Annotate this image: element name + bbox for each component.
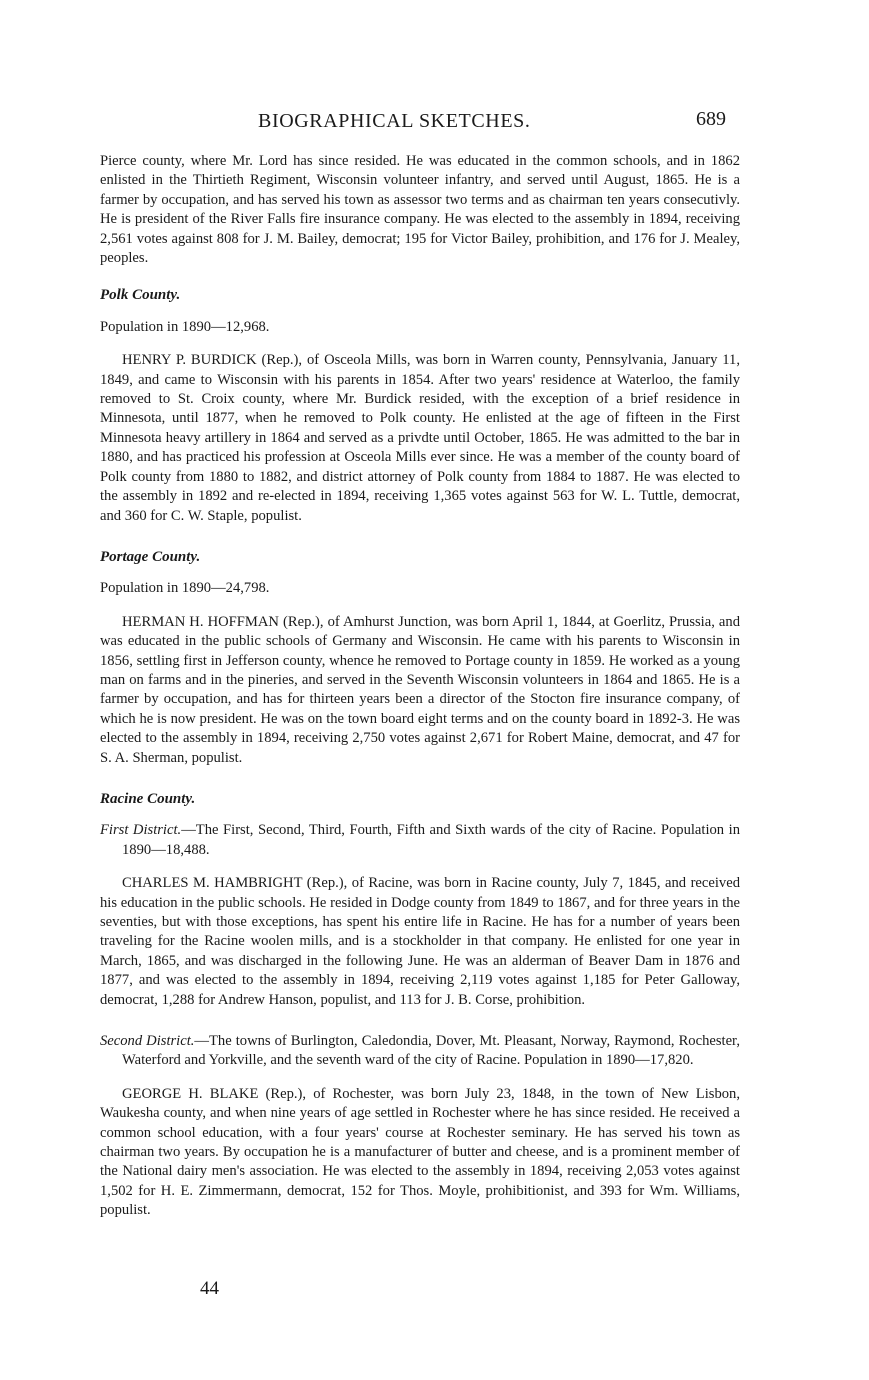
spacer	[100, 1010, 740, 1032]
polk-population: Population in 1890—12,968.	[100, 318, 270, 335]
second-district-label: Second District.	[100, 1033, 195, 1050]
second-district-description	[100, 1032, 740, 1071]
page-content	[100, 152, 740, 1221]
spacer	[100, 809, 740, 821]
spacer	[100, 1071, 740, 1085]
first-district-description	[100, 821, 740, 860]
spacer	[100, 567, 740, 579]
first-district-text: —The First, Second, Third, Fourth, Fifth and Sixth wards of the city of Racine. Population in 1890—18,488.	[122, 822, 740, 858]
racine-county-heading: Racine County.	[100, 790, 196, 807]
spacer	[100, 768, 740, 790]
spacer	[100, 306, 740, 318]
hambright-biography: CHARLES M. HAMBRIGHT (Rep.), of Racine, was born in Racine county, July 7, 1845, and received his education in the public schools. He resided in Dodge county from 1849 to 1867, and for three years in the seventies, but with those exceptions, has spent his entire life in Racine. He has for a number of years been traveling for the Racine woolen mills, and is a stockholder in that company. He enlisted for one year in March, 1865, and was discharged in the following June. He was an alderman of Beaver Dam in 1876 and 1877, and was elected to the assembly in 1894, receiving 2,119 votes against 1,185 for Peter Galloway, democrat, 1,288 for Andrew Hanson, populist, and 113 for J. B. Corse, prohibition.	[100, 875, 740, 1008]
portage-population: Population in 1890—24,798.	[100, 580, 270, 597]
hoffman-biography: HERMAN H. HOFFMAN (Rep.), of Amhurst Junction, was born April 1, 1844, at Goerlitz, Prussia, and was educated in the public schools of Germany and Wisconsin. He came with his parents to Wisconsin in 1856, settling first in Jefferson county, whence he removed to Portage county in 1859. He worked as a young man on farms and in the pineries, and served in the Seventh Wisconsin volunteers in 1864 and 1865. He is a farmer by occupation, and has for thirteen years been a director of the Stocton fire insurance company, of which he is now president. He was on the town board eight terms and on the county board in 1892-3. He was elected to the assembly in 1894, receiving 2,750 votes against 2,671 for Robert Maine, democrat, and 47 for S. A. Sherman, populist.	[100, 613, 740, 766]
spacer	[100, 599, 740, 613]
continuation-paragraph: Pierce county, where Mr. Lord has since resided. He was educated in the common schools, and in 1862 enlisted in the Thirtieth Regiment, Wisconsin volunteer infantry, and served until August, 1865. He is a farmer by occupation, and has served his town as assessor two terms and as chairman ten years consecutivly. He is president of the River Falls fire insurance company. He was elected to the assembly in 1894, receiving 2,561 votes against 808 for J. M. Bailey, democrat; 195 for Victor Bailey, prohibition, and 176 for J. Mealey, peoples.	[100, 153, 740, 267]
portage-county-heading: Portage County.	[100, 548, 201, 565]
spacer	[100, 337, 740, 351]
running-head	[100, 108, 740, 138]
spacer	[100, 860, 740, 874]
spacer	[100, 268, 740, 286]
page-number: 689	[696, 108, 726, 130]
signature-mark: 44	[200, 1278, 219, 1299]
second-district-text: —The towns of Burlington, Caledondia, Dover, Mt. Pleasant, Norway, Raymond, Rochester, Waterford and Yorkville, and the seventh ward of the city of Racine. Population in 1890—17,820.	[122, 1033, 740, 1069]
first-district-label: First District.	[100, 822, 182, 839]
running-title: BIOGRAPHICAL SKETCHES.	[258, 110, 531, 132]
polk-county-heading: Polk County.	[100, 287, 181, 304]
spacer	[100, 526, 740, 548]
burdick-biography: HENRY P. BURDICK (Rep.), of Osceola Mills, was born in Warren county, Pennsylvania, January 11, 1849, and came to Wisconsin with his parents in 1854. After two years' residence at Waterloo, the family removed to St. Croix county, where Mr. Burdick resided, with the exception of a brief residence in Minnesota, until 1877, when he removed to Polk county. He enlisted at the age of fifteen in the First Minnesota heavy artillery in 1864 and served as a privdte until October, 1865. He was admitted to the bar in 1880, and has practiced his profession at Osceola Mills ever since. He was a member of the county board of Polk county from 1880 to 1882, and district attorney of Polk county from 1884 to 1887. He was elected to the assembly in 1892 and re-elected in 1894, receiving 1,365 votes against 563 for W. L. Tuttle, democrat, and 360 for C. W. Staple, populist.	[100, 352, 740, 524]
blake-biography: GEORGE H. BLAKE (Rep.), of Rochester, was born July 23, 1848, in the town of New Lisbon, Waukesha county, and when nine years of age settled in Rochester where he has since resided. He received a common school education, with a four years' course at Rochester seminary. He has served his town as chairman two years. By occupation he is a manufacturer of butter and cheese, and is a prominent member of the National dairy men's association. He was elected to the assembly in 1894, receiving 2,053 votes against 1,502 for H. E. Zimmermann, democrat, 152 for Thos. Moyle, prohibitionist, and 393 for Wm. Williams, populist.	[100, 1085, 740, 1219]
